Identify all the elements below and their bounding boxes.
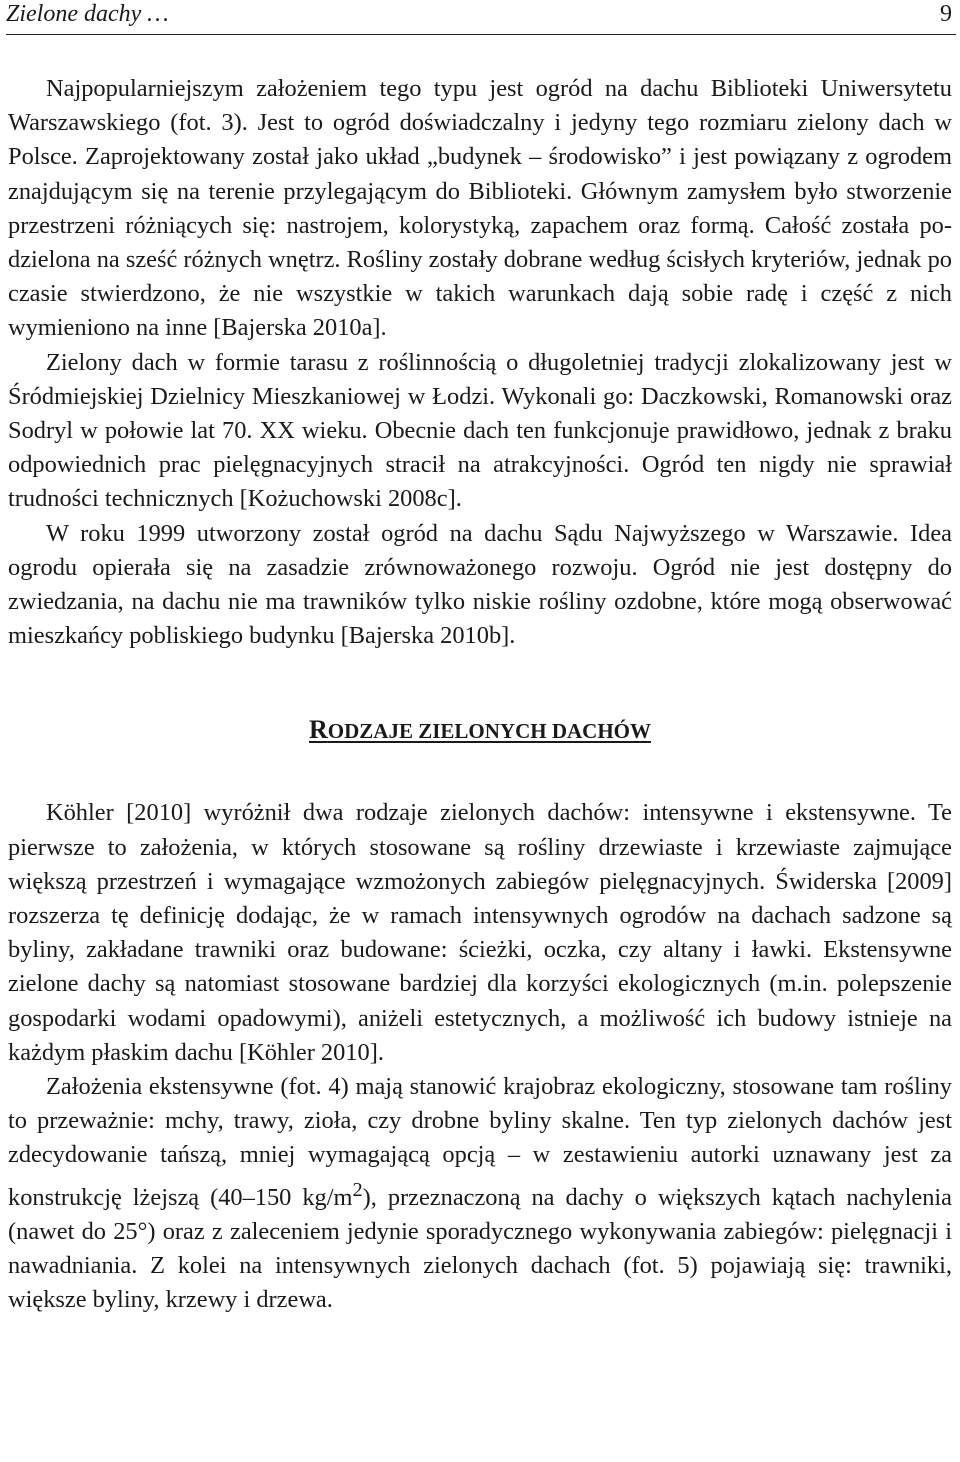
paragraph: Köhler [2010] wyróżnił dwa rodzaje zielonych dachów: intensywne i ekstensywne. Te pierwsze to założenia, w których stosowane są rośliny drzewiaste i krzewiaste zajmujące większą przestrzeń i wymagające wzmożonych zabiegów pielęgnacyjnych. Świderska [2009] rozszerza tę definicję dodając, że w ramach intensywnych ogrodów na dachach sadzone są byliny, zakładane trawniki oraz budowane: ścieżki, oczka, czy altany i ławki. Ekstensywne zielone dachy są natomiast stosowane bardziej dla korzyści ekologicznych (m.in. polepszenie gospodarki wodami opadowymi), aniżeli estetycznych, a możliwość ich budowy istnieje na każdym płaskim dachu [Köhler 2010]. xyxy=(8,799,952,1066)
section-heading-rest: ODZAJE ZIELONYCH DACHÓW xyxy=(327,719,651,744)
page-number: 9 xyxy=(940,1,952,27)
paragraph: Zielony dach w formie tarasu z roślinnością o długoletniej tradycji zlokalizowany jest w Śródmiejskiej Dzielnicy Mieszkaniowej w Łodzi. Wykonali go: Daczkowski, Romanowski oraz Sodryl w połowie lat 70. XX wieku. Obecnie dach ten funkcjonuje prawidłowo, jednak z braku odpowiednich prac pielęgnacyjnych stracił na atrakcyjności. Ogród ten nigdy nie sprawiał trudności technicznych [Kożuchowski 2008c]. xyxy=(8,348,952,513)
paragraph-text-part: ), przeznaczoną na dachy o większych kątach nachylenia (nawet do 25°) oraz z zaleceniem jedynie sporadycznego wykonywania zabiegów: pielęgnacji i nawadniania. Z kolei na intensywnych zielonych dachach (fot. 5) pojawiają się: trawniki, większe byliny, krzewy i drzewa. xyxy=(8,1183,952,1314)
section-heading xyxy=(8,713,952,748)
paragraph: W roku 1999 utworzony został ogród na dachu Sądu Najwyższego w Warszawie. Idea ogrodu opierała się na zasadzie zrównoważonego rozwoju. Ogród nie jest dostępny do zwiedzania, na dachu nie ma trawników tylko niskie rośliny ozdobne, które mogą obserwować mieszkańcy pobliskiego budynku [Bajerska 2010b]. xyxy=(8,519,952,650)
paragraph-text-part: Założenia ekstensywne (fot. 4) mają stanowić krajobraz ekologiczny, stosowane tam rośliny to przeważnie: mchy, trawy, zioła, czy drobne byliny skalne. Ten typ zielonych dachów jest zdecydowanie tańszą, mniej wymagającą opcją – w zestawieniu autorki uznawany jest za konstrukcję lżejszą (40–150 kg/m xyxy=(8,1073,952,1211)
section-heading-initial: R xyxy=(309,715,328,745)
page-body xyxy=(8,72,952,1318)
paragraph: Najpopularniejszym założeniem tego typu jest ogród na dachu Biblioteki Uniwersytetu Warszawskiego (fot. 3). Jest to ogród doświadczalny i jedyny tego rozmiaru zielony dach w Polsce. Zaprojektowany został jako układ „budynek – środowisko” i jest powiązany z ogrodem znajdującym się na terenie przylegającym do Biblioteki. Głównym zamysłem było stworzenie przestrzeni różniących się: nastrojem, kolorystyką, zapachem oraz formą. Całość została podzielona na sześć różnych wnętrz. Rośliny zostały dobrane według ścisłych kryteriów, jednak po czasie stwierdzono, że nie wszystkie w takich warunkach dają sobie radę i część z nich wymieniono na inne [Bajerska 2010a]. xyxy=(8,75,952,342)
superscript: 2 xyxy=(352,1178,363,1201)
paragraph xyxy=(8,1070,952,1318)
running-title: Zielone dachy … xyxy=(6,1,169,27)
running-header xyxy=(6,0,956,35)
